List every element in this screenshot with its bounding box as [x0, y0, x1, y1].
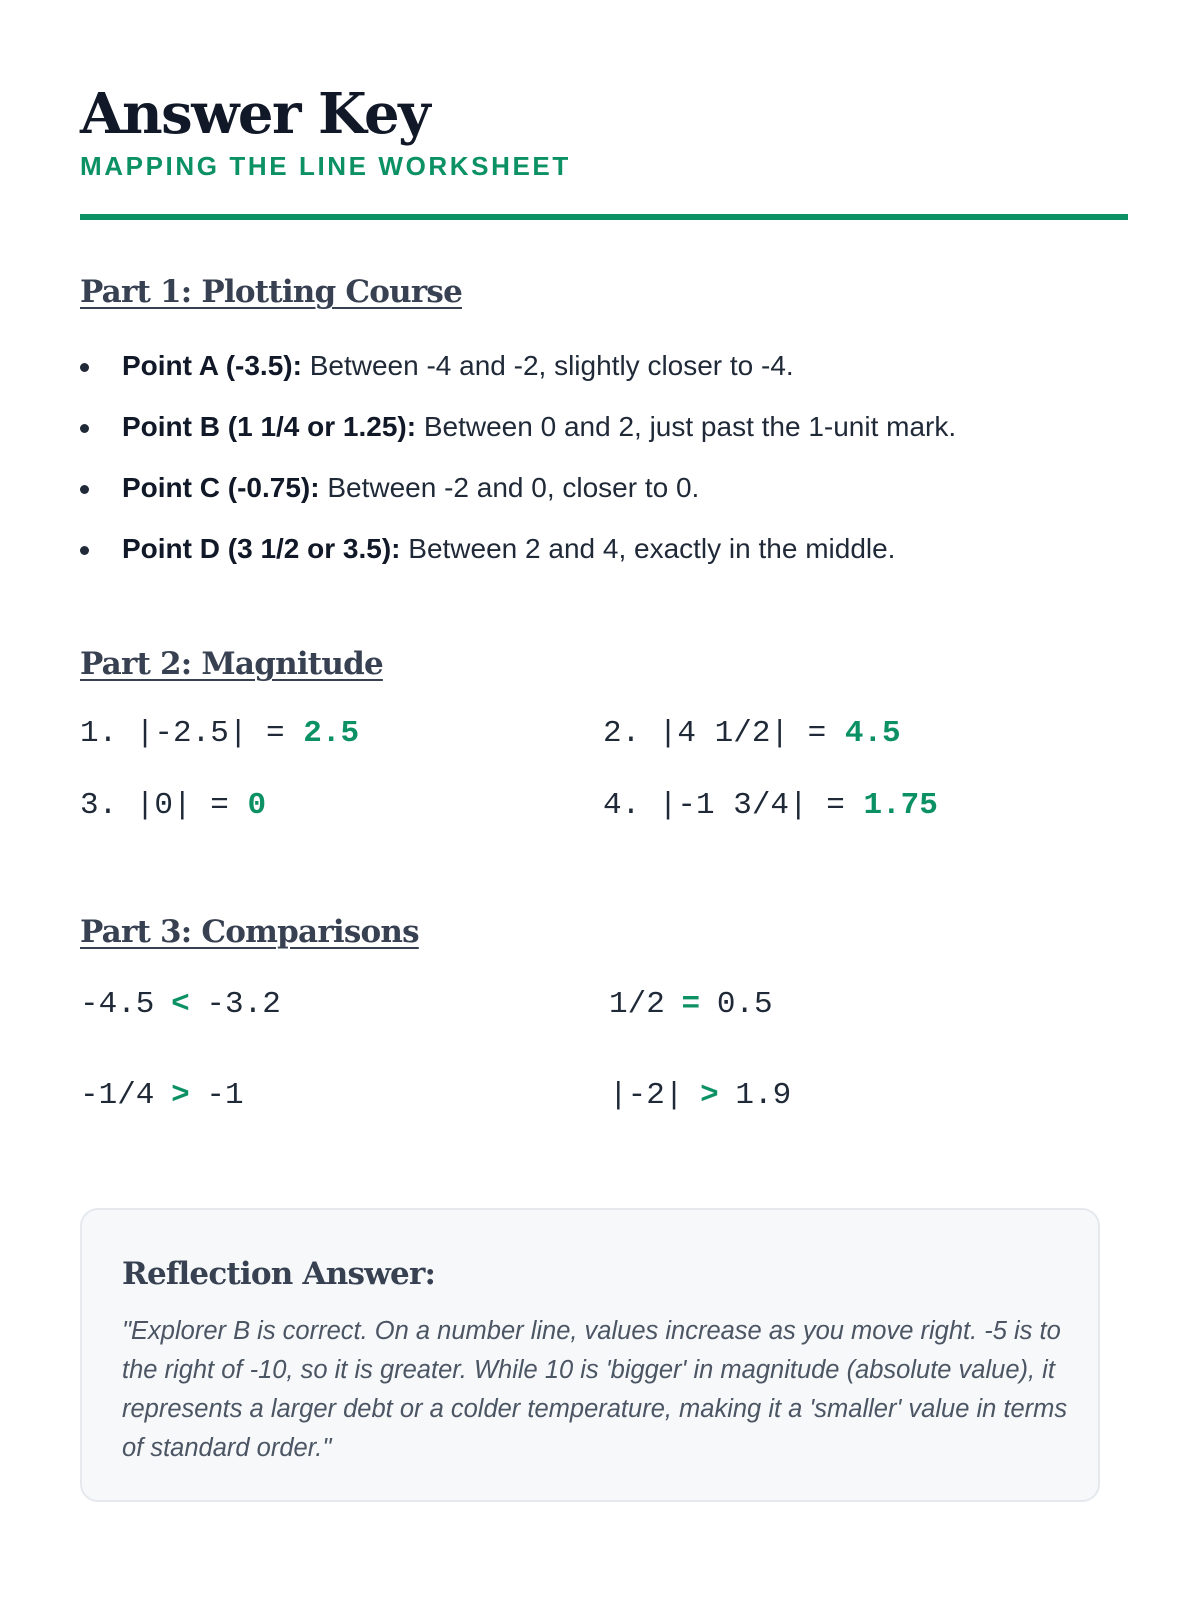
bullet-icon — [80, 424, 89, 433]
comparison-left: 1/2 — [609, 987, 665, 1022]
magnitude-item — [603, 786, 938, 826]
bullet-icon — [80, 485, 89, 494]
point-description: Between 0 and 2, just past the 1-unit mark. — [416, 411, 957, 442]
comparison-right: 0.5 — [716, 987, 773, 1022]
reflection-heading: Reflection Answer: — [122, 1256, 436, 1292]
comparison-symbol: = — [681, 987, 701, 1022]
comparison-item — [609, 985, 773, 1025]
point-label: Point A (-3.5): — [122, 350, 302, 381]
magnitude-question: 1. |-2.5| = — [80, 716, 304, 751]
page-title: Answer Key — [80, 81, 430, 147]
reflection-text: "Explorer B is correct. On a number line, values increase as you move right. -5 is to the right of -10, so it is greater. While 10 is 'bigger' in magnitude (absolute value), it represents a larger debt or a colder temperature, making it a 'smaller' value in terms of standard order." — [122, 1317, 1068, 1462]
part1-heading: Part 1: Plotting Course — [80, 274, 462, 310]
comparison-symbol: < — [171, 987, 190, 1022]
point-description: Between -4 and -2, slightly closer to -4. — [301, 350, 794, 381]
reflection-card — [80, 1208, 1100, 1502]
magnitude-answer: 2.5 — [303, 716, 360, 751]
magnitude-answer: 1.75 — [863, 788, 938, 823]
magnitude-answer: 0 — [247, 788, 267, 823]
magnitude-question: 3. |0| = — [80, 788, 248, 823]
bullet-icon — [80, 546, 89, 555]
part3-heading: Part 3: Comparisons — [80, 914, 419, 950]
list-item — [80, 346, 956, 407]
bullet-icon — [80, 363, 89, 372]
point-label: Point D (3 1/2 or 3.5): — [122, 533, 401, 564]
comparison-left: -4.5 — [80, 987, 155, 1022]
comparison-symbol: > — [700, 1078, 719, 1113]
comparison-left: -1/4 — [80, 1078, 155, 1113]
page-subtitle: MAPPING THE LINE WORKSHEET — [80, 151, 571, 181]
magnitude-item — [603, 714, 901, 754]
magnitude-item — [80, 714, 359, 754]
comparison-right: 1.9 — [735, 1078, 792, 1113]
comparison-right: -3.2 — [206, 987, 281, 1022]
part2-heading: Part 2: Magnitude — [80, 646, 383, 682]
comparison-item — [80, 985, 281, 1025]
list-item — [80, 468, 956, 529]
header-divider — [80, 214, 1128, 220]
magnitude-answer: 4.5 — [844, 716, 901, 751]
point-description: Between 2 and 4, exactly in the middle. — [400, 533, 896, 564]
point-label: Point B (1 1/4 or 1.25): — [122, 411, 417, 442]
comparison-item — [80, 1076, 244, 1116]
point-label: Point C (-0.75): — [122, 472, 320, 503]
comparison-symbol: > — [171, 1078, 190, 1113]
magnitude-item — [80, 786, 266, 826]
comparison-left: |-2| — [609, 1078, 684, 1113]
part1-list — [80, 346, 956, 590]
magnitude-question: 4. |-1 3/4| = — [603, 788, 864, 823]
list-item — [80, 529, 956, 590]
comparison-right: -1 — [206, 1078, 244, 1113]
comparison-item — [609, 1076, 791, 1116]
list-item — [80, 407, 956, 468]
magnitude-question: 2. |4 1/2| = — [603, 716, 845, 751]
point-description: Between -2 and 0, closer to 0. — [319, 472, 700, 503]
